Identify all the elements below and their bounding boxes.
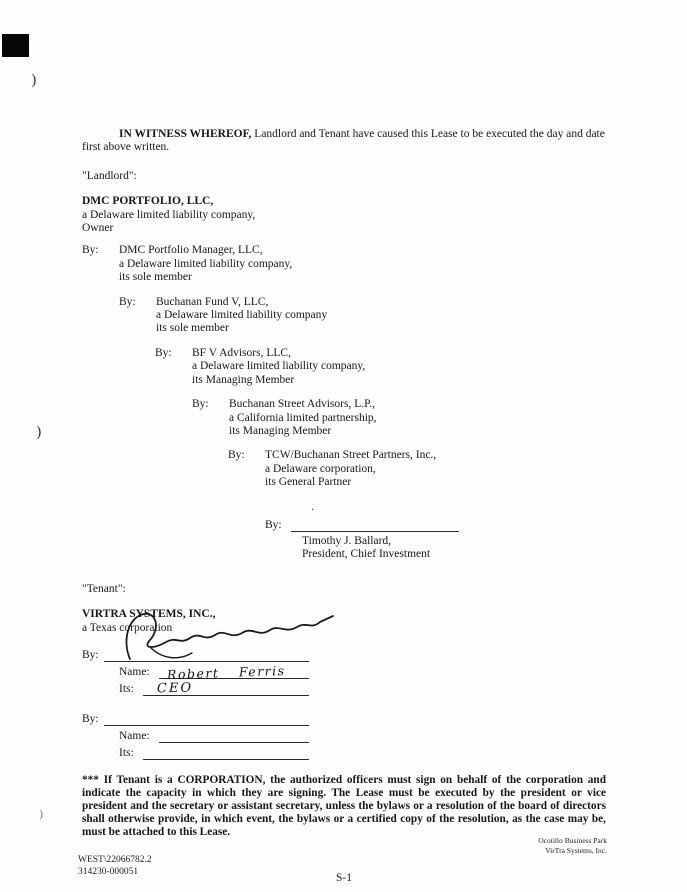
signing-chain-item-4 [192, 398, 606, 438]
tenant-entity-desc: a Texas corporation [82, 621, 173, 634]
tenant-by-row-2 [82, 712, 606, 726]
tenant-name-line-1 [159, 662, 309, 682]
scan-artifact-dot: . [311, 499, 314, 513]
tenant-by-row-1 [82, 648, 606, 662]
signing-chain-item-1 [82, 244, 606, 284]
tenant-entity [82, 608, 606, 635]
witness-clause-line1 [82, 128, 606, 141]
chain-entity-name: Buchanan Street Advisors, L.P., [229, 398, 375, 411]
chain-entity-desc: a Delaware corporation, [265, 462, 376, 475]
footer-left [78, 854, 152, 878]
landlord-signer-name: Timothy J. Ballard, [302, 534, 392, 547]
tenant-its-line-1 [143, 680, 309, 696]
page-number: S-1 [336, 872, 352, 885]
signing-chain-item-3 [155, 347, 606, 387]
chain-entity-name: TCW/Buchanan Street Partners, Inc., [265, 449, 437, 462]
scan-artifact-paren-middle: ) [36, 423, 42, 441]
landlord-entity-desc: a Delaware limited liability company, [82, 208, 256, 221]
tenant-entity-name: VIRTRA SYSTEMS, INC., [82, 608, 216, 621]
chain-entity-desc: a California limited partnership, [229, 411, 377, 424]
chain-entity [156, 296, 327, 336]
witness-clause-lead: IN WITNESS WHEREOF, [119, 128, 252, 140]
chain-entity-role: its sole member [156, 322, 229, 335]
landlord-signature-line [291, 519, 459, 532]
by-label: By: [192, 398, 209, 411]
witness-clause-text: Landlord and Tenant have caused this Lease to be executed the day and date [251, 128, 605, 140]
by-label: By: [265, 518, 282, 531]
footer-right [538, 836, 607, 855]
landlord-label: "Landlord": [82, 169, 137, 182]
landlord-signature-block [265, 519, 606, 562]
chain-entity-desc: a Delaware limited liability company [156, 309, 328, 322]
document-body [82, 128, 606, 886]
tenant-by-line-2 [104, 713, 309, 726]
footer-matter-number: 314230-000051 [78, 867, 139, 877]
name-label: Name: [119, 665, 150, 678]
by-label: By: [82, 712, 99, 725]
its-label: Its: [119, 682, 134, 695]
name-label: Name: [119, 729, 150, 742]
chain-entity-desc: a Delaware limited liability company, [192, 360, 366, 373]
handwritten-signer-title: CEO [156, 680, 194, 696]
signing-chain-item-5 [228, 449, 606, 489]
footer-property-name: Ocotillo Business Park [538, 836, 607, 845]
landlord-signer-title: President, Chief Investment [302, 548, 431, 561]
tenant-signature-block-2 [82, 712, 606, 760]
landlord-signer [302, 535, 606, 562]
tenant-its-row-1 [119, 682, 606, 696]
tenant-signature-block-1 [82, 648, 606, 696]
chain-entity-desc: a Delaware limited liability company, [119, 257, 293, 270]
footer-tenant-name: VirTra Systems, Inc. [545, 845, 607, 855]
chain-entity-name: Buchanan Fund V, LLC, [156, 295, 269, 308]
chain-entity [119, 244, 292, 284]
tenant-sig1-details [119, 662, 606, 696]
chain-entity-role: its sole member [119, 271, 192, 284]
chain-entity-name: BF V Advisors, LLC, [192, 346, 291, 359]
chain-entity-role: its Managing Member [192, 373, 295, 386]
tenant-its-row-2 [119, 746, 606, 760]
chain-entity-role: its General Partner [265, 476, 352, 489]
tenant-name-row-1 [119, 662, 606, 682]
by-label: By: [119, 295, 136, 308]
witness-clause [82, 128, 606, 155]
tenant-by-line-1 [104, 649, 309, 662]
by-label: By: [228, 449, 245, 462]
landlord-entity-name: DMC PORTFOLIO, LLC, [82, 195, 214, 208]
signing-chain-item-2 [119, 296, 606, 336]
tenant-sig2-details [119, 729, 606, 760]
chain-entity-role: its Managing Member [229, 424, 332, 437]
scan-artifact-paren-top: ) [31, 71, 37, 89]
by-label: By: [155, 346, 172, 359]
chain-entity [229, 398, 377, 438]
chain-entity [265, 449, 436, 489]
scan-artifact-paren-bottom: ) [39, 808, 44, 821]
footer-doc-number: WEST\22066782.2 [78, 855, 152, 865]
handwritten-signer-name: Robert Ferris [166, 662, 286, 682]
chain-entity-name: DMC Portfolio Manager, LLC, [119, 244, 263, 257]
corporation-note: *** If Tenant is a CORPORATION, the authorized officers must sign on behalf of the corporation and indicate the capacity in which they are signing. The Lease must be executed by the president or vice president and the secretary or assistant secretary, unless the bylaws or a resolution of the board of directors shall otherwise provide, in which event, the bylaws or a certified copy of the resolution, as the case may be, must be attached to this Lease. [82, 773, 606, 839]
tenant-name-line-2 [159, 730, 309, 743]
tenant-its-line-2 [143, 747, 309, 760]
tenant-label: "Tenant": [82, 582, 126, 595]
by-label: By: [82, 648, 99, 661]
scan-artifact-corner-block [2, 34, 29, 57]
landlord-signature-row [265, 519, 606, 532]
tenant-name-row-2 [119, 729, 606, 743]
witness-clause-line2: first above written. [82, 141, 170, 154]
by-label: By: [82, 244, 99, 257]
its-label: Its: [119, 746, 134, 759]
landlord-entity-role: Owner [82, 222, 114, 235]
chain-entity [192, 347, 365, 387]
landlord-entity [82, 195, 606, 235]
